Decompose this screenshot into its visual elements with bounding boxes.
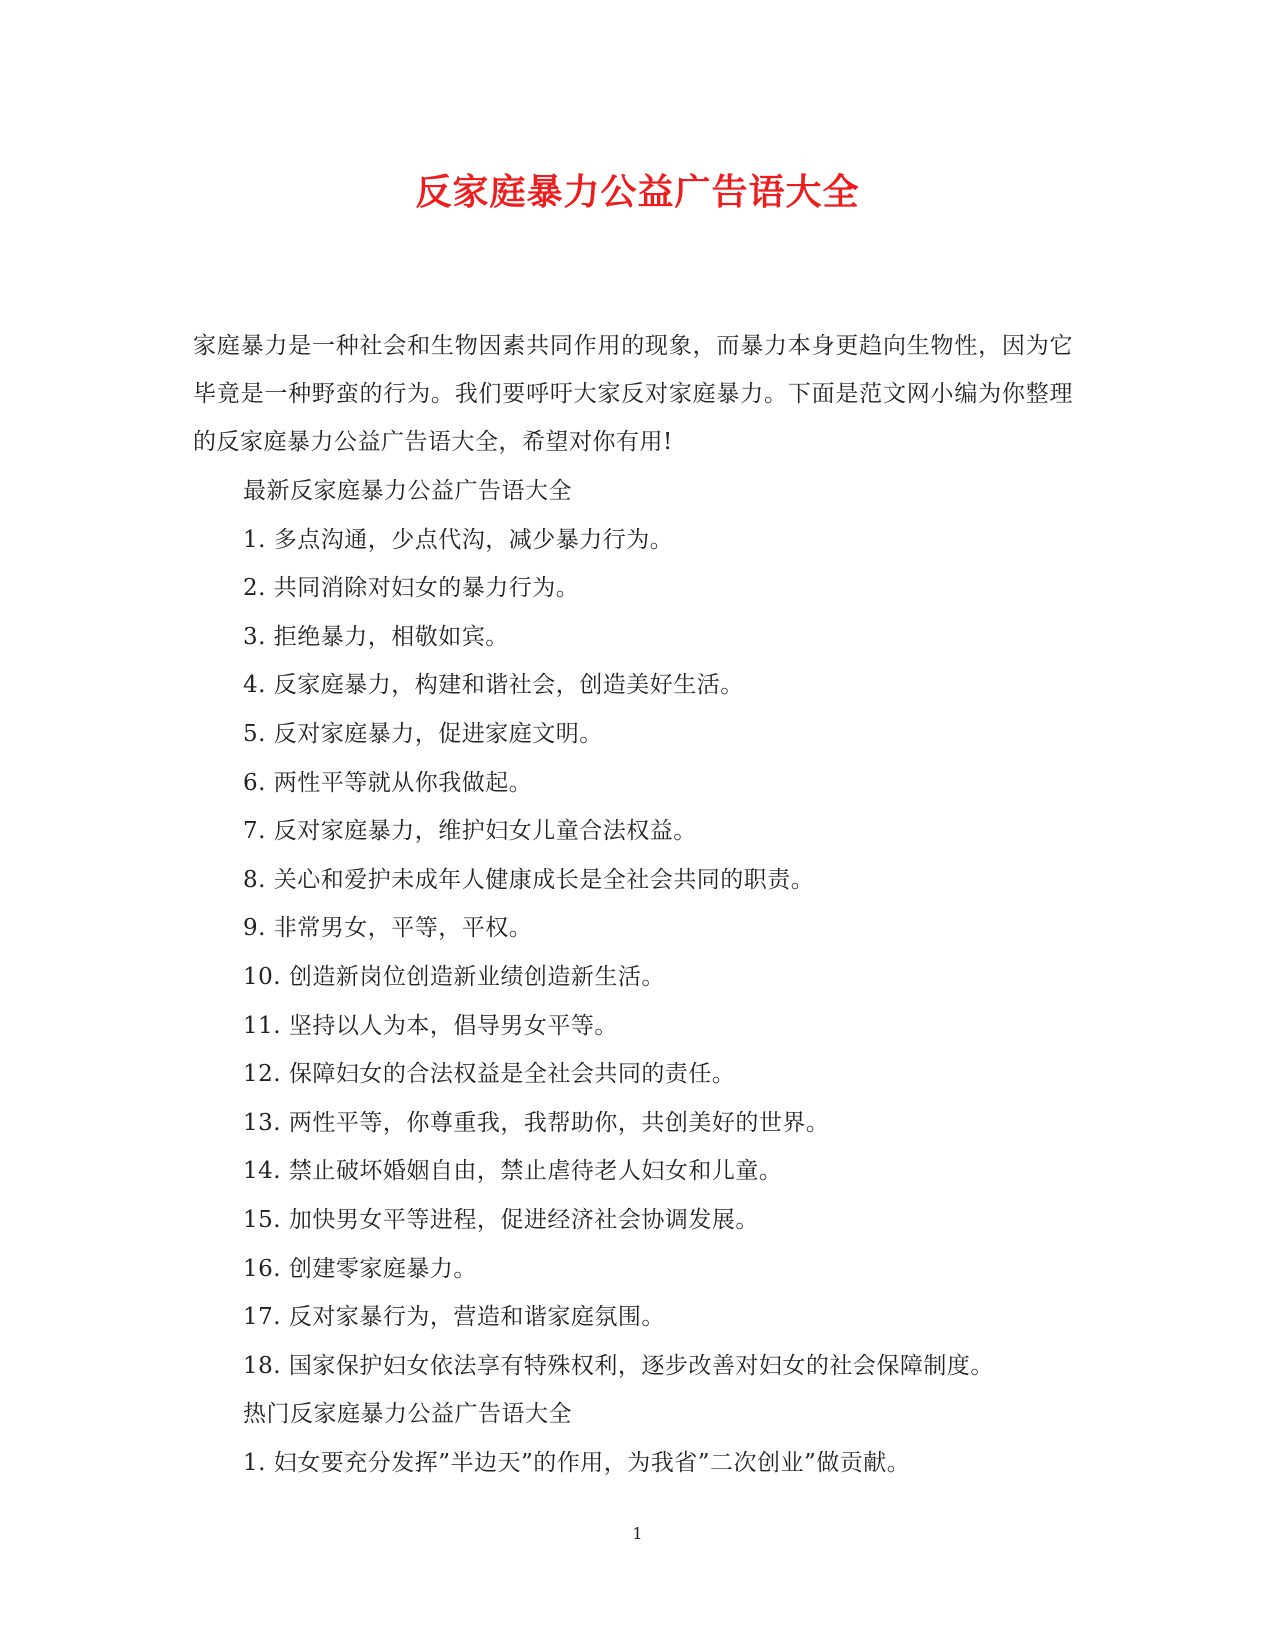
- list-item: 9. 非常男女，平等，平权。: [243, 915, 533, 942]
- list-item: 15. 加快男女平等进程，促进经济社会协调发展。: [243, 1206, 759, 1233]
- list-item: 3. 拒绝暴力，相敬如宾。: [243, 623, 509, 650]
- intro-paragraph: 家庭暴力是一种社会和生物因素共同作用的现象，而暴力本身更趋向生物性，因为它毕竟是一种野蛮的行为。我们要呼吁大家反对家庭暴力。下面是范文网小编为你整理的反家庭暴力公益广告语大全，希望对你有用!: [193, 333, 1073, 455]
- list-item: 12. 保障妇女的合法权益是全社会共同的责任。: [243, 1061, 736, 1088]
- list-item: 6. 两性平等就从你我做起。: [243, 769, 533, 796]
- page-number: 1: [632, 1524, 643, 1543]
- list-item: 10. 创造新岗位创造新业绩创造新生活。: [243, 963, 665, 990]
- list-item: 2. 共同消除对妇女的暴力行为。: [243, 575, 580, 602]
- list-item: 11. 坚持以人为本，倡导男女平等。: [243, 1012, 618, 1039]
- list-item: 7. 反对家庭暴力，维护妇女儿童合法权益。: [243, 818, 697, 845]
- document-title: 反家庭暴力公益广告语大全: [415, 171, 860, 213]
- list-item: 1. 多点沟通，少点代沟，减少暴力行为。: [243, 526, 674, 553]
- body-lines: [243, 467, 1093, 1487]
- section-heading-latest: 最新反家庭暴力公益广告语大全: [243, 478, 572, 504]
- list-item: 5. 反对家庭暴力，促进家庭文明。: [243, 720, 603, 747]
- list-item: 17. 反对家暴行为，营造和谐家庭氛围。: [243, 1304, 665, 1331]
- section-heading-popular: 热门反家庭暴力公益广告语大全: [243, 1401, 572, 1428]
- list-item: 1. 妇女要充分发挥”半边天”的作用，为我省”二次创业”做贡献。: [243, 1449, 911, 1476]
- list-item: 16. 创建零家庭暴力。: [243, 1255, 477, 1282]
- list-item: 14. 禁止破坏婚姻自由，禁止虐待老人妇女和儿童。: [243, 1158, 783, 1185]
- list-item: 4. 反家庭暴力，构建和谐社会，创造美好生活。: [243, 672, 744, 699]
- list-item: 8. 关心和爱护未成年人健康成长是全社会共同的职责。: [243, 866, 815, 893]
- list-item: 13. 两性平等，你尊重我，我帮助你，共创美好的世界。: [243, 1109, 830, 1136]
- list-item: 18. 国家保护妇女依法享有特殊权利，逐步改善对妇女的社会保障制度。: [243, 1352, 994, 1379]
